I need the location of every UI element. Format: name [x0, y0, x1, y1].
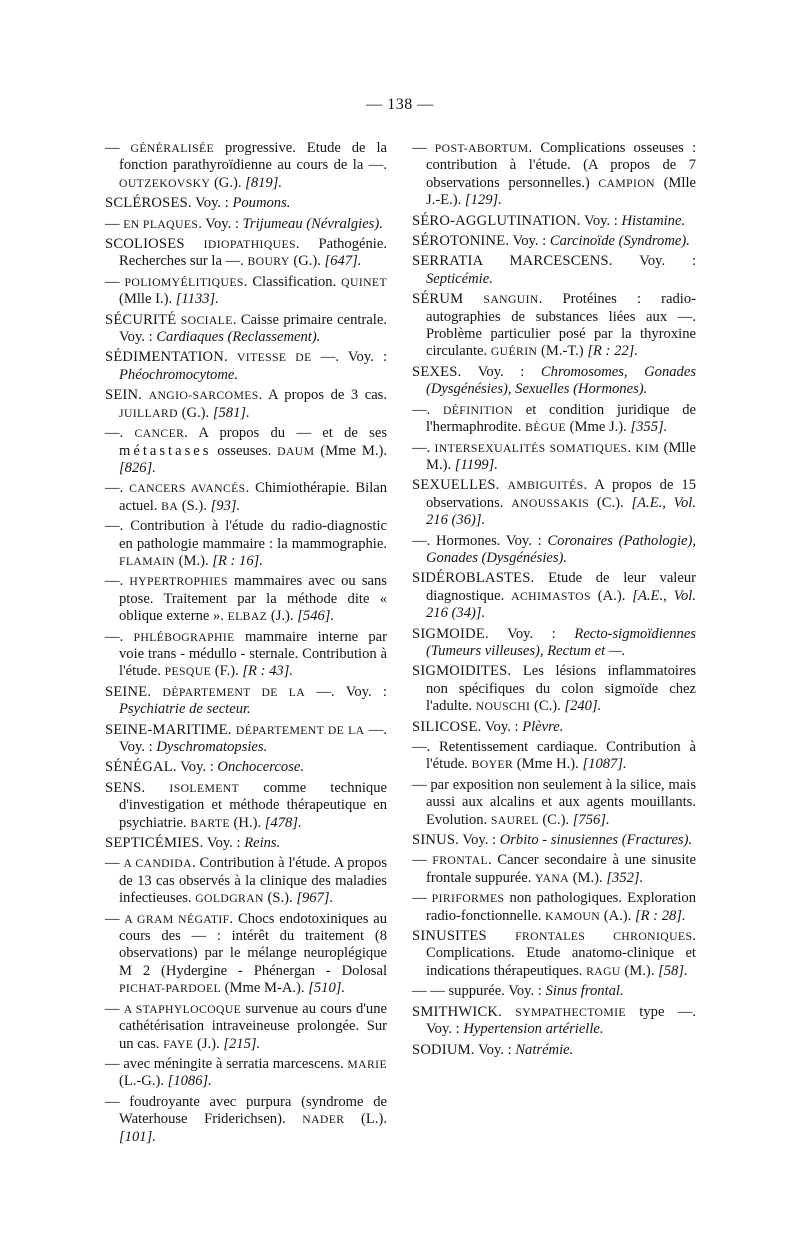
entry-italic: Recto-sigmoïdiennes (Tumeurs villeuses), Rectum et —. — [426, 625, 696, 659]
entry-smallcaps: BOURY — [247, 255, 290, 269]
entry-text: — — [105, 140, 131, 156]
entry-text: comme technique d'investigation et méthode thérapeutique en psychiatrie. — [119, 779, 387, 831]
index-entry — [412, 364, 696, 399]
entry-text: (Mlle J.-E.). — [426, 174, 696, 209]
entry-text — [463, 291, 483, 307]
entry-text: — — [412, 890, 432, 907]
index-entry — [412, 402, 696, 437]
entry-italic: [240]. — [564, 698, 602, 715]
entry-text: type —. Voy. : — [426, 1003, 696, 1038]
entry-text: (S.). — [178, 497, 211, 514]
index-entry — [105, 1094, 387, 1146]
index-entry — [412, 663, 696, 715]
entry-italic: [967]. — [296, 890, 334, 907]
entry-text: . Classification. — [243, 273, 342, 290]
index-entry — [412, 1004, 696, 1039]
index-entry — [105, 722, 387, 757]
entry-smallcaps: PESQUE — [164, 665, 212, 679]
entry-text: —. — [105, 573, 130, 590]
index-entry — [105, 629, 387, 681]
index-entry — [412, 890, 696, 925]
entry-headword: SENS. — [105, 779, 146, 796]
entry-smallcaps: DÉPARTEMENT DE LA — [162, 685, 306, 699]
entry-smallcaps: HYPERTROPHIES — [129, 575, 228, 589]
entry-text: (L.-G.). — [119, 1073, 168, 1090]
entry-text: —. Voy. : — [305, 683, 387, 700]
entry-italic: [647]. — [324, 253, 362, 270]
index-entry — [105, 835, 387, 852]
index-entry — [412, 928, 696, 980]
entry-headword: SEIN. — [105, 387, 143, 404]
entry-smallcaps: JUILLARD — [119, 406, 178, 420]
entry-text — [145, 780, 169, 796]
index-entry — [412, 440, 696, 475]
entry-text: (G.). — [177, 404, 213, 421]
entry-text: (Mlle M.). — [426, 439, 697, 473]
entry-text: Voy. : — [461, 363, 541, 380]
entry-italic: Natrémie. — [515, 1041, 574, 1058]
entry-text — [500, 477, 508, 493]
entry-italic: Reins. — [244, 835, 281, 852]
index-entry — [412, 983, 696, 1000]
entry-smallcaps: CAMPION — [598, 176, 655, 190]
entry-text: —. Voy. : — [119, 721, 388, 755]
entry-spaced: métastases — [119, 442, 212, 459]
entry-text: — — [412, 140, 435, 156]
entry-italic: [546]. — [297, 608, 335, 625]
entry-text: (J.). — [193, 1035, 224, 1052]
entry-headword: SINUS. — [412, 832, 460, 849]
entry-text: — — [105, 910, 125, 927]
index-entry — [105, 684, 387, 719]
entry-headword: SÉRO-AGGLUTINATION. — [412, 212, 581, 229]
entry-italic: Cardiaques (Reclassement). — [156, 329, 321, 346]
index-entry — [105, 780, 387, 832]
entry-text: (G.). — [289, 253, 325, 270]
entry-smallcaps: KIM — [635, 441, 660, 455]
entry-text: — — [105, 215, 124, 232]
entry-smallcaps: SYMPATHECTOMIE — [515, 1005, 626, 1019]
entry-italic: Poumons. — [232, 195, 291, 212]
entry-headword: SÉNÉGAL. — [105, 759, 177, 776]
entry-smallcaps: ISOLEMENT — [169, 781, 240, 795]
index-entry — [105, 1001, 387, 1053]
entry-text — [502, 1004, 515, 1020]
entry-smallcaps: CANCER — [134, 427, 185, 441]
index-entry — [105, 855, 387, 907]
entry-text: . Contribution à l'étude. A propos de 13 cas observés à la clinique des maladies infectieuses. — [119, 855, 387, 907]
entry-italic: Orbito - sinusiennes (Fractures). — [499, 832, 693, 849]
entry-text: (A.). — [600, 907, 635, 924]
entry-italic: [352]. — [606, 869, 644, 886]
entry-smallcaps: PICHAT-PARDOEL — [119, 982, 222, 996]
entry-headword: SEINE-MARITIME. — [105, 721, 232, 738]
entry-italic: Chromosomes, Gonades (Dysgénésies), Sexuelles (Hormones). — [426, 363, 697, 398]
entry-text: Voy. : — [481, 718, 523, 735]
entry-smallcaps: FRONTAL — [432, 854, 488, 868]
entry-smallcaps: BARTE — [190, 816, 230, 830]
entry-italic: [1086]. — [167, 1073, 212, 1090]
entry-smallcaps: A CANDIDA — [123, 857, 192, 871]
index-entry — [412, 291, 696, 361]
entry-italic: Septicémie. — [426, 270, 493, 287]
entry-italic: Trijumeau (Névralgies). — [242, 215, 383, 232]
index-entry — [412, 570, 696, 622]
index-entry — [105, 216, 387, 233]
index-entry — [105, 140, 387, 192]
entry-headword: SÉCURITÉ — [105, 311, 177, 328]
entry-text: . — [627, 439, 636, 456]
entry-headword: SEXES. — [412, 363, 462, 380]
entry-smallcaps: DÉFINITION — [442, 403, 514, 417]
entry-italic: Carcinoïde (Syndrome). — [549, 233, 690, 250]
entry-smallcaps: BÈGUE — [525, 421, 566, 435]
entry-smallcaps: A GRAM NÉGATIF — [124, 912, 230, 926]
index-entry — [412, 832, 696, 849]
entry-headword: SÉROTONINE. — [412, 233, 510, 250]
entry-headword: SIGMOIDE. — [412, 625, 489, 642]
entry-smallcaps: GUÉRIN — [490, 345, 538, 359]
entry-text: — — [105, 273, 125, 290]
index-entry — [105, 573, 387, 625]
entry-italic: [819]. — [245, 174, 283, 191]
index-entry — [412, 533, 696, 568]
entry-smallcaps: DÉPARTEMENT DE LA — [235, 723, 365, 737]
entry-text: —. Voy. : — [311, 349, 387, 366]
entry-text: Les lésions inflammatoires non spécifiques du colon sigmoïde chez l'adulte. — [426, 663, 696, 715]
entry-smallcaps: PIRIFORMES — [431, 892, 505, 906]
entry-text: (H.). — [229, 814, 265, 831]
entry-italic: [93]. — [210, 497, 241, 514]
entry-text: —. Contribution à l'étude du radio-diagnostic en pathologie mammaire : la mammographie. — [105, 518, 387, 552]
entry-italic: Coronaires (Pathologie), Gonades (Dysgénésies). — [426, 532, 697, 566]
entry-smallcaps: OUTZEKOVSKY — [119, 176, 211, 190]
index-entry — [412, 477, 696, 529]
entry-text: . Chimiothérapie. Bilan actuel. — [119, 480, 388, 514]
index-entry — [105, 349, 387, 384]
entry-italic: Dyschromatopsies. — [156, 739, 268, 755]
entry-smallcaps: POST-ABORTUM — [434, 142, 529, 155]
entry-italic: [A.E., Vol. 216 (34)]. — [426, 587, 696, 622]
entry-smallcaps: PHLÉBOGRAPHIE — [133, 630, 235, 644]
entry-text: (L.). — [344, 1111, 387, 1128]
entry-headword: SODIUM. — [412, 1041, 475, 1058]
entry-italic: Plèvre. — [522, 718, 564, 735]
entry-text: . A propos de 3 cas. — [258, 387, 387, 404]
entry-headword: SCOLIOSES — [105, 236, 185, 253]
entry-text: Voy. : — [612, 253, 696, 270]
index-entry — [105, 759, 387, 776]
index-entry — [105, 236, 387, 271]
entry-smallcaps: EN PLAQUES — [123, 217, 199, 231]
entry-text: (J.). — [267, 608, 298, 625]
entry-italic: Psychiatrie de secteur. — [119, 701, 251, 718]
entry-text: (Mlle I.). — [119, 291, 176, 308]
entry-italic: Hypertension artérielle. — [463, 1021, 604, 1038]
entry-text: Voy. : — [580, 212, 622, 229]
index-entry — [412, 233, 696, 250]
entry-text: (Mme H.). — [513, 756, 583, 773]
entry-text: —. — [105, 480, 130, 497]
entry-smallcaps: GOLDGRAN — [195, 892, 264, 906]
entry-text: . Complications. Etude anatomo-clinique et indications thérapeutiques. — [426, 928, 696, 979]
entry-text: —. Hormones. Voy. : — [412, 532, 548, 549]
entry-text: (Mme J.). — [565, 419, 631, 436]
entry-smallcaps: ACHIMASTOS — [511, 589, 591, 603]
entry-smallcaps: CANCERS AVANCÉS — [129, 482, 246, 496]
entry-smallcaps: IDIOPATHIQUES — [203, 238, 296, 252]
entry-text: Voy. : — [191, 195, 233, 212]
entry-smallcaps: FAYE — [163, 1037, 194, 1051]
index-entry — [105, 312, 387, 347]
entry-text: —. — [105, 628, 134, 645]
entry-smallcaps: SAUREL — [490, 813, 539, 827]
entry-smallcaps: NADER — [302, 1113, 345, 1127]
entry-smallcaps: AMBIGUITÉS — [507, 479, 584, 493]
entry-text: . Chocs endotoxiniques au cours des — : intérêt du traitement (8 observations) par le mélange neuroplégique M 2 (Hydergine - Phénergan - Dolosal — [119, 910, 387, 979]
index-entry — [412, 213, 696, 230]
entry-italic: [R : 22]. — [587, 343, 638, 360]
entry-smallcaps: VITESSE DE — [236, 351, 312, 365]
index-entry — [105, 911, 387, 998]
entry-italic: [R : 16]. — [212, 552, 263, 569]
entry-italic: [826]. — [119, 459, 156, 476]
entry-text: —. — [412, 401, 443, 418]
index-entry — [412, 852, 696, 887]
entry-headword: SÉRUM — [412, 291, 464, 308]
entry-text — [151, 684, 162, 700]
entry-text: Voy. : — [459, 832, 500, 849]
entry-italic: [478]. — [264, 814, 302, 831]
entry-text: — — [105, 855, 124, 872]
entry-text: Voy. : — [203, 835, 245, 852]
entry-text: (C.). — [530, 698, 565, 715]
entry-text: — — [412, 852, 433, 869]
index-entry — [105, 518, 387, 570]
entry-text — [228, 349, 237, 365]
entry-smallcaps: BA — [161, 499, 179, 513]
index-entry — [105, 387, 387, 422]
entry-smallcaps: ANGIO-SARCOMES — [148, 389, 259, 403]
entry-text: —. — [412, 439, 435, 456]
entry-text: (M.). — [174, 552, 213, 569]
index-entry — [412, 719, 696, 736]
entry-text: — — [105, 1000, 124, 1017]
entry-smallcaps: MARIE — [347, 1057, 387, 1071]
entry-headword: SEINE. — [105, 683, 152, 700]
right-column — [412, 140, 696, 1062]
entry-text: non pathologiques. Exploration radio-fonctionnelle. — [426, 890, 696, 924]
entry-headword: SIDÉROBLASTES. — [412, 570, 535, 587]
entry-smallcaps: INTERSEXUALITÉS SOMATIQUES — [434, 441, 628, 455]
entry-italic: Phéochromocytome. — [119, 366, 239, 383]
entry-text: (C.). — [538, 811, 573, 828]
entry-text: —. Retentissement cardiaque. Contribution à l'étude. — [412, 739, 696, 773]
entry-italic: [1087]. — [582, 756, 627, 773]
entry-smallcaps: A STAPHYLOCOQUE — [123, 1002, 242, 1016]
entry-text: (Mme M-A.). — [221, 980, 309, 997]
entry-italic: [R : 43]. — [242, 663, 294, 680]
entry-smallcaps: QUINET — [341, 275, 387, 289]
entry-smallcaps: ANOUSSAKIS — [511, 496, 590, 510]
entry-smallcaps: DAUM — [277, 444, 315, 458]
entry-text: et condition juridique de l'hermaphrodite. — [426, 401, 697, 436]
index-entry — [105, 195, 387, 212]
entry-text: (M.-T.) — [537, 343, 588, 360]
entry-headword: SIGMOIDITES. — [412, 663, 512, 680]
index-entry — [412, 777, 696, 829]
entry-text: survenue au cours d'une cathétérisation intraveineuse prolongée. Sur un cas. — [119, 1000, 387, 1052]
index-entry — [412, 1042, 696, 1059]
entry-italic: [215]. — [223, 1035, 261, 1052]
entry-text: —. — [105, 425, 135, 442]
entry-text — [487, 928, 515, 944]
entry-smallcaps: SOCIALE — [180, 313, 233, 327]
entry-italic: [355]. — [630, 419, 668, 436]
entry-text: — par exposition non seulement à la silice, mais aussi aux alcalins et aux agents mouillants. Evolution. — [412, 776, 696, 828]
entry-text: (F.). — [211, 663, 243, 680]
index-entry — [105, 480, 387, 515]
entry-text: Etude de leur valeur diagnostique. — [426, 570, 696, 604]
entry-text: . Pathogénie. Recherches sur la —. — [119, 236, 387, 270]
entry-italic: [756]. — [572, 811, 610, 828]
left-column — [105, 140, 387, 1149]
entry-italic: [129]. — [464, 192, 502, 209]
entry-text: progressive. Etude de la fonction parathyroïdienne au cours de la —. — [119, 140, 387, 174]
entry-text: — avec méningite à serratia marcescens. — [105, 1055, 348, 1072]
entry-text: (A.). — [590, 587, 633, 604]
entry-italic: Onchocercose. — [217, 759, 305, 776]
index-entry — [412, 140, 696, 210]
index-entry — [412, 626, 696, 661]
entry-headword: SEXUELLES. — [412, 477, 500, 494]
entry-smallcaps: YANA — [535, 871, 570, 885]
entry-headword: SERRATIA MARCESCENS. — [412, 253, 613, 270]
entry-smallcaps: SANGUIN — [483, 293, 539, 307]
entry-text: — foudroyante avec purpura (syndrome de Waterhouse Friderichsen). — [105, 1093, 387, 1128]
entry-headword: SILICOSE. — [412, 718, 482, 735]
entry-italic: [510]. — [308, 980, 346, 997]
entry-text: . Complications osseuses : contribution à l'étude. (A propos de 7 observations personnelles.) — [426, 140, 696, 191]
entry-smallcaps: GÉNÉRALISÉE — [130, 142, 215, 155]
entry-text: (C.). — [589, 494, 632, 511]
entry-headword: SEPTICÉMIES. — [105, 835, 204, 852]
entry-italic: [101]. — [119, 1128, 156, 1145]
entry-text: (M.). — [620, 962, 659, 979]
entry-smallcaps: POLIOMYÉLITIQUES — [124, 275, 244, 289]
index-entry — [412, 739, 696, 774]
entry-headword: SINUSITES — [412, 928, 487, 945]
entry-text: Voy. : — [488, 625, 575, 642]
entry-text: (G.). — [210, 174, 246, 191]
entry-text: . A propos du — et de ses — [184, 425, 387, 442]
entry-headword: SMITHWICK. — [412, 1003, 502, 1020]
entry-text: mammaires avec ou sans ptose. Traitement par la méthode dite « oblique externe ». — [119, 573, 387, 625]
entry-smallcaps: BOYER — [471, 758, 514, 772]
entry-text: mammaire interne par voie trans - médullo - sternale. Contribution à l'étude. — [119, 628, 388, 680]
entry-headword: SÉDIMENTATION. — [105, 349, 228, 366]
entry-headword: SCLÉROSES. — [105, 195, 192, 212]
entry-smallcaps: KAMOUN — [545, 909, 601, 923]
entry-text: Voy. : — [176, 759, 218, 776]
page-number: — 138 — — [366, 96, 434, 113]
entry-text: osseuses. — [211, 442, 278, 459]
entry-italic: [1133]. — [175, 291, 219, 308]
entry-smallcaps: FLAMAIN — [119, 554, 175, 568]
entry-italic: [R : 28]. — [634, 907, 686, 924]
entry-italic: [A.E., Vol. 216 (36)]. — [426, 494, 696, 529]
entry-smallcaps: FRONTALES CHRONIQUES — [515, 930, 693, 944]
entry-text: . A propos de 15 observations. — [426, 477, 697, 511]
entry-text: . Caisse primaire centrale. Voy. : — [119, 311, 387, 346]
index-entry — [105, 274, 387, 309]
entry-text: Voy. : — [474, 1041, 516, 1058]
entry-italic: [58]. — [658, 962, 688, 979]
entry-text — [185, 236, 204, 252]
index-entry — [412, 253, 696, 288]
entry-italic: Sinus frontal. — [545, 983, 624, 1000]
entry-italic: [581]. — [212, 404, 250, 421]
entry-text: (Mme M.). — [314, 442, 387, 459]
entry-text: (S.). — [263, 890, 297, 907]
entry-text: . Voy. : — [198, 215, 243, 232]
index-entry — [105, 425, 387, 477]
index-entry — [105, 1056, 387, 1091]
entry-text: — — suppurée. Voy. : — [412, 983, 546, 1000]
entry-italic: Histamine. — [621, 212, 686, 229]
entry-text: (M.). — [569, 869, 607, 886]
entry-smallcaps: RAGU — [586, 964, 621, 978]
entry-text: Voy. : — [509, 233, 550, 250]
entry-text: . Cancer secondaire à une sinusite frontale suppurée. — [426, 852, 696, 886]
entry-smallcaps: NOUSCHI — [475, 700, 531, 714]
entry-text: . Protéines : radio-autographies de substances liées aux —. Problème particulier posé par la thyroxine circulante. — [426, 291, 696, 360]
entry-italic: [1199]. — [454, 456, 498, 473]
entry-smallcaps: ELBAZ — [227, 610, 268, 624]
